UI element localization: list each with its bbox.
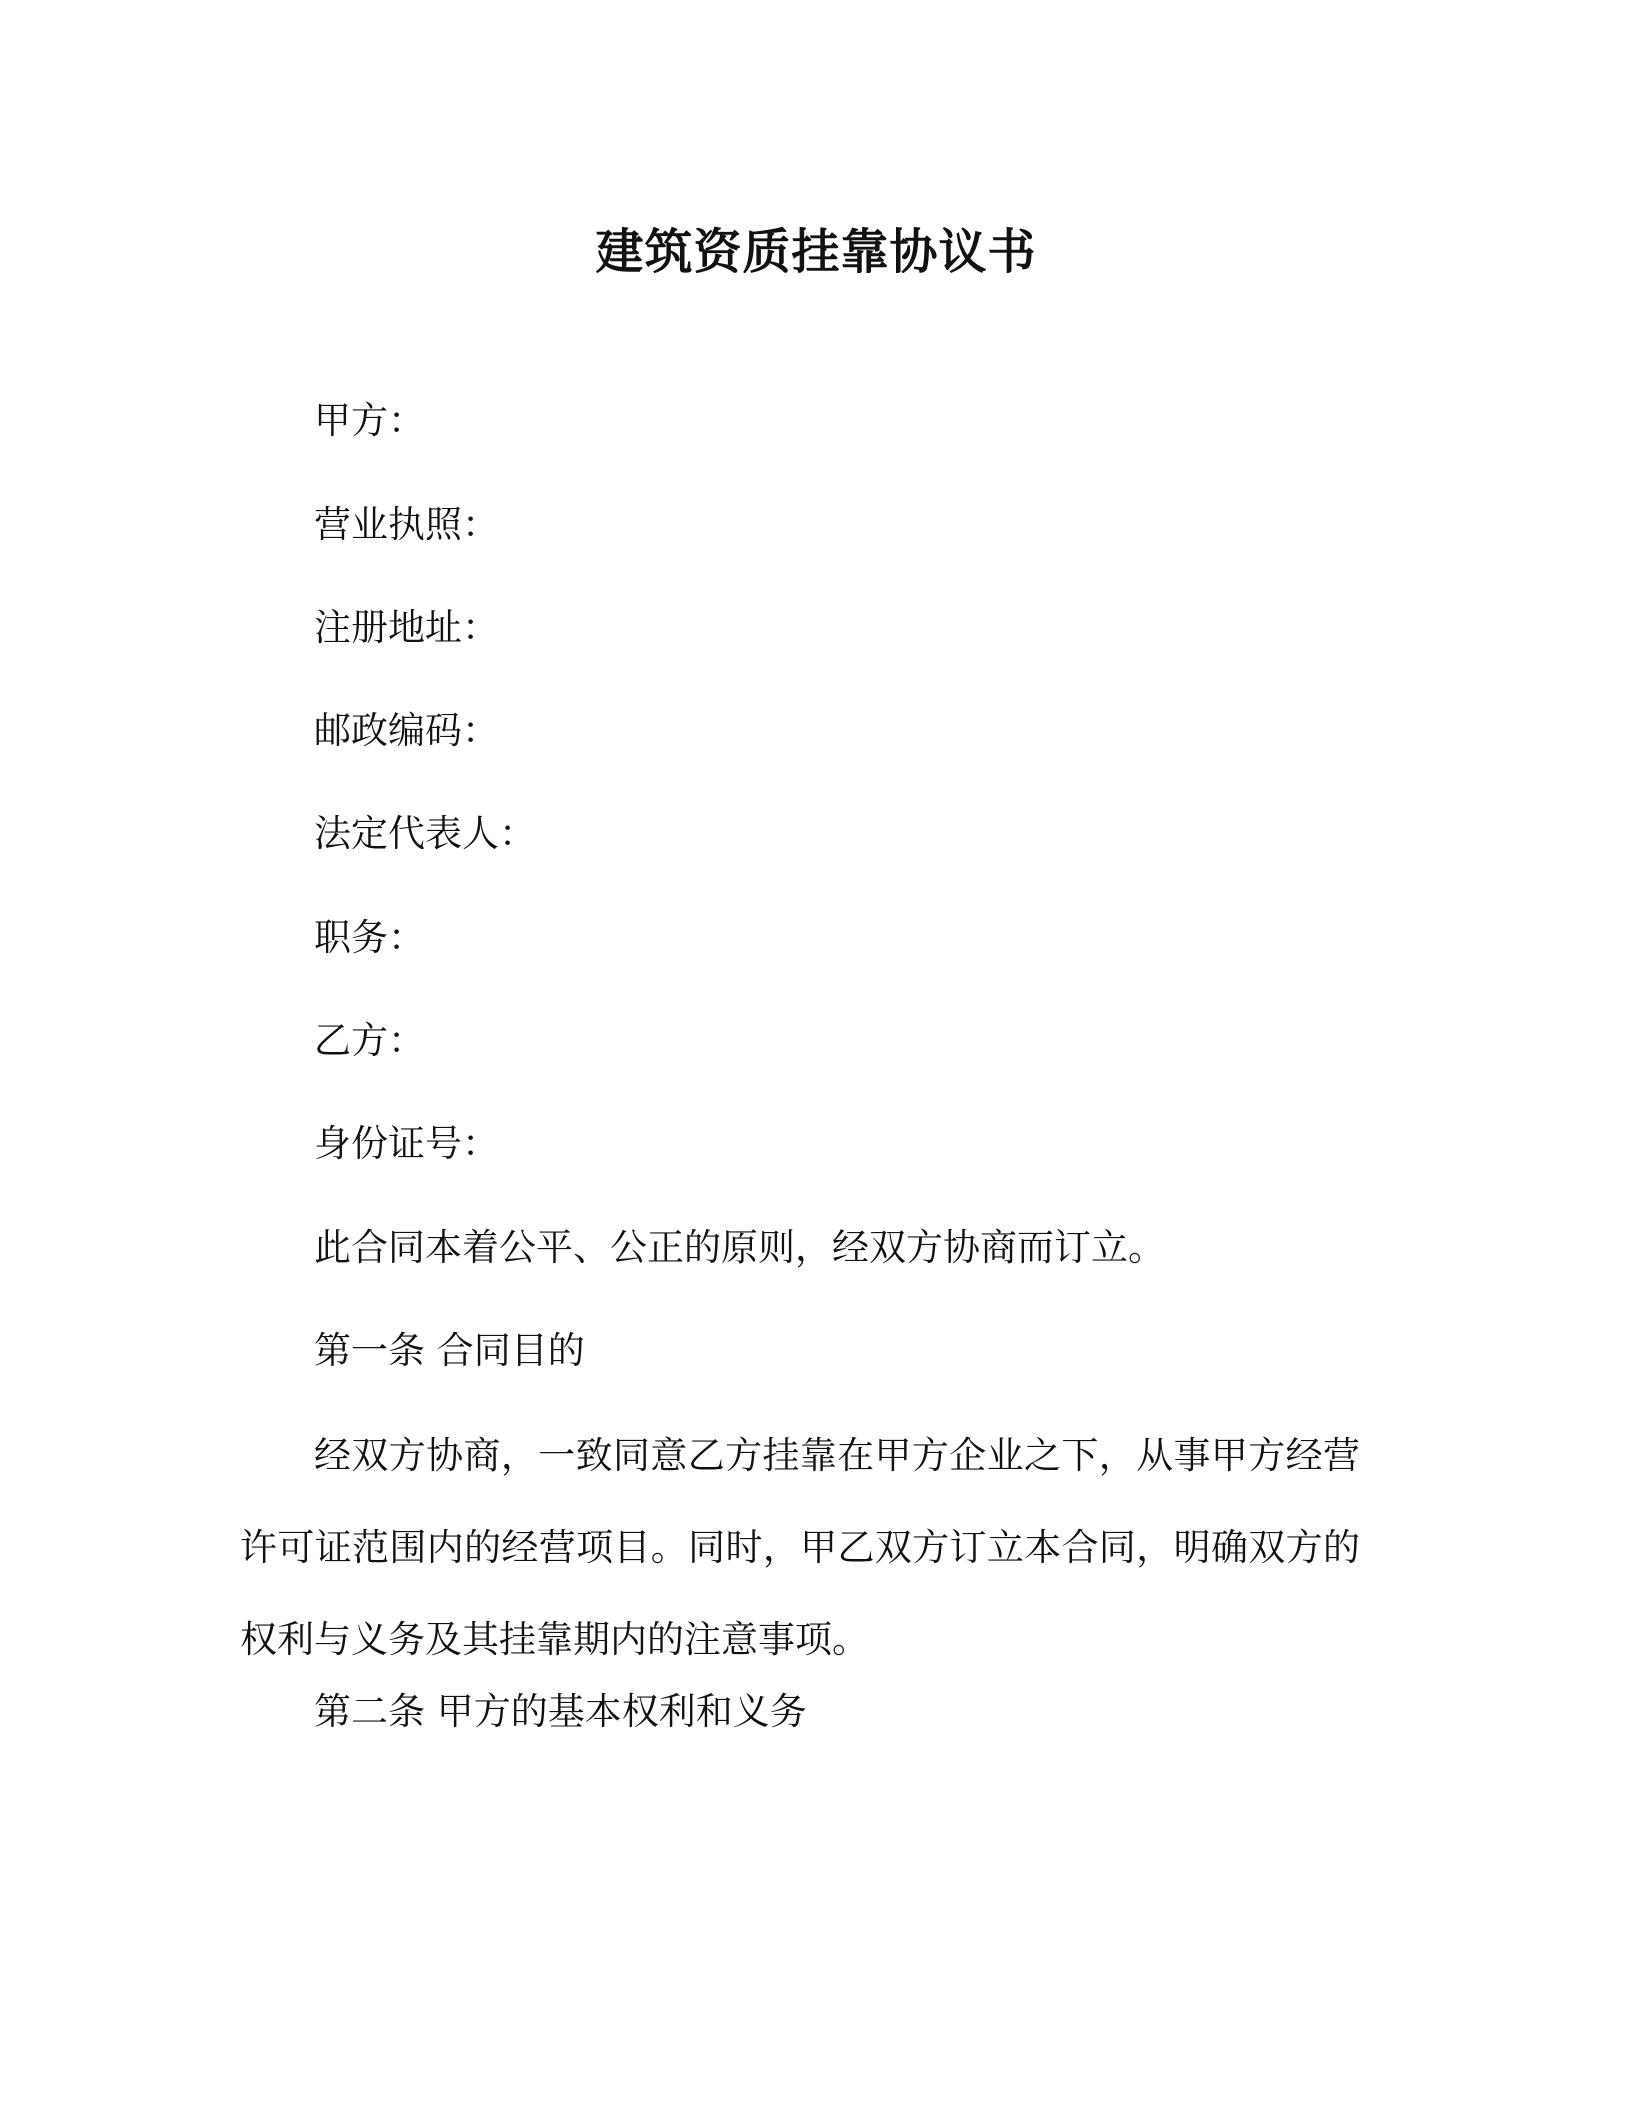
article-1-body: 经双方协商，一致同意乙方挂靠在甲方企业之下，从事甲方经营许可证范围内的经营项目。同时，甲乙双方订立本合同，明确双方的权利与义务及其挂靠期内的注意事项。 — [240, 1434, 1360, 1661]
legal-representative-label: 法定代表人： — [314, 812, 536, 855]
party-b-label: 乙方： — [314, 1019, 425, 1062]
position-label: 职务： — [314, 916, 425, 959]
id-number-label: 身份证号： — [314, 1122, 499, 1165]
business-license-label: 营业执照： — [314, 503, 499, 546]
preamble-text: 此合同本着公平、公正的原则，经双方协商而订立。 — [314, 1226, 1165, 1269]
postal-code-label: 邮政编码： — [314, 709, 499, 752]
party-a-label: 甲方： — [314, 399, 425, 442]
article-1-heading: 第一条 合同目的 — [314, 1329, 585, 1372]
document-title: 建筑资质挂靠协议书 — [595, 224, 1037, 280]
article-2-heading: 第二条 甲方的基本权利和义务 — [314, 1690, 807, 1733]
registered-address-label: 注册地址： — [314, 606, 499, 649]
